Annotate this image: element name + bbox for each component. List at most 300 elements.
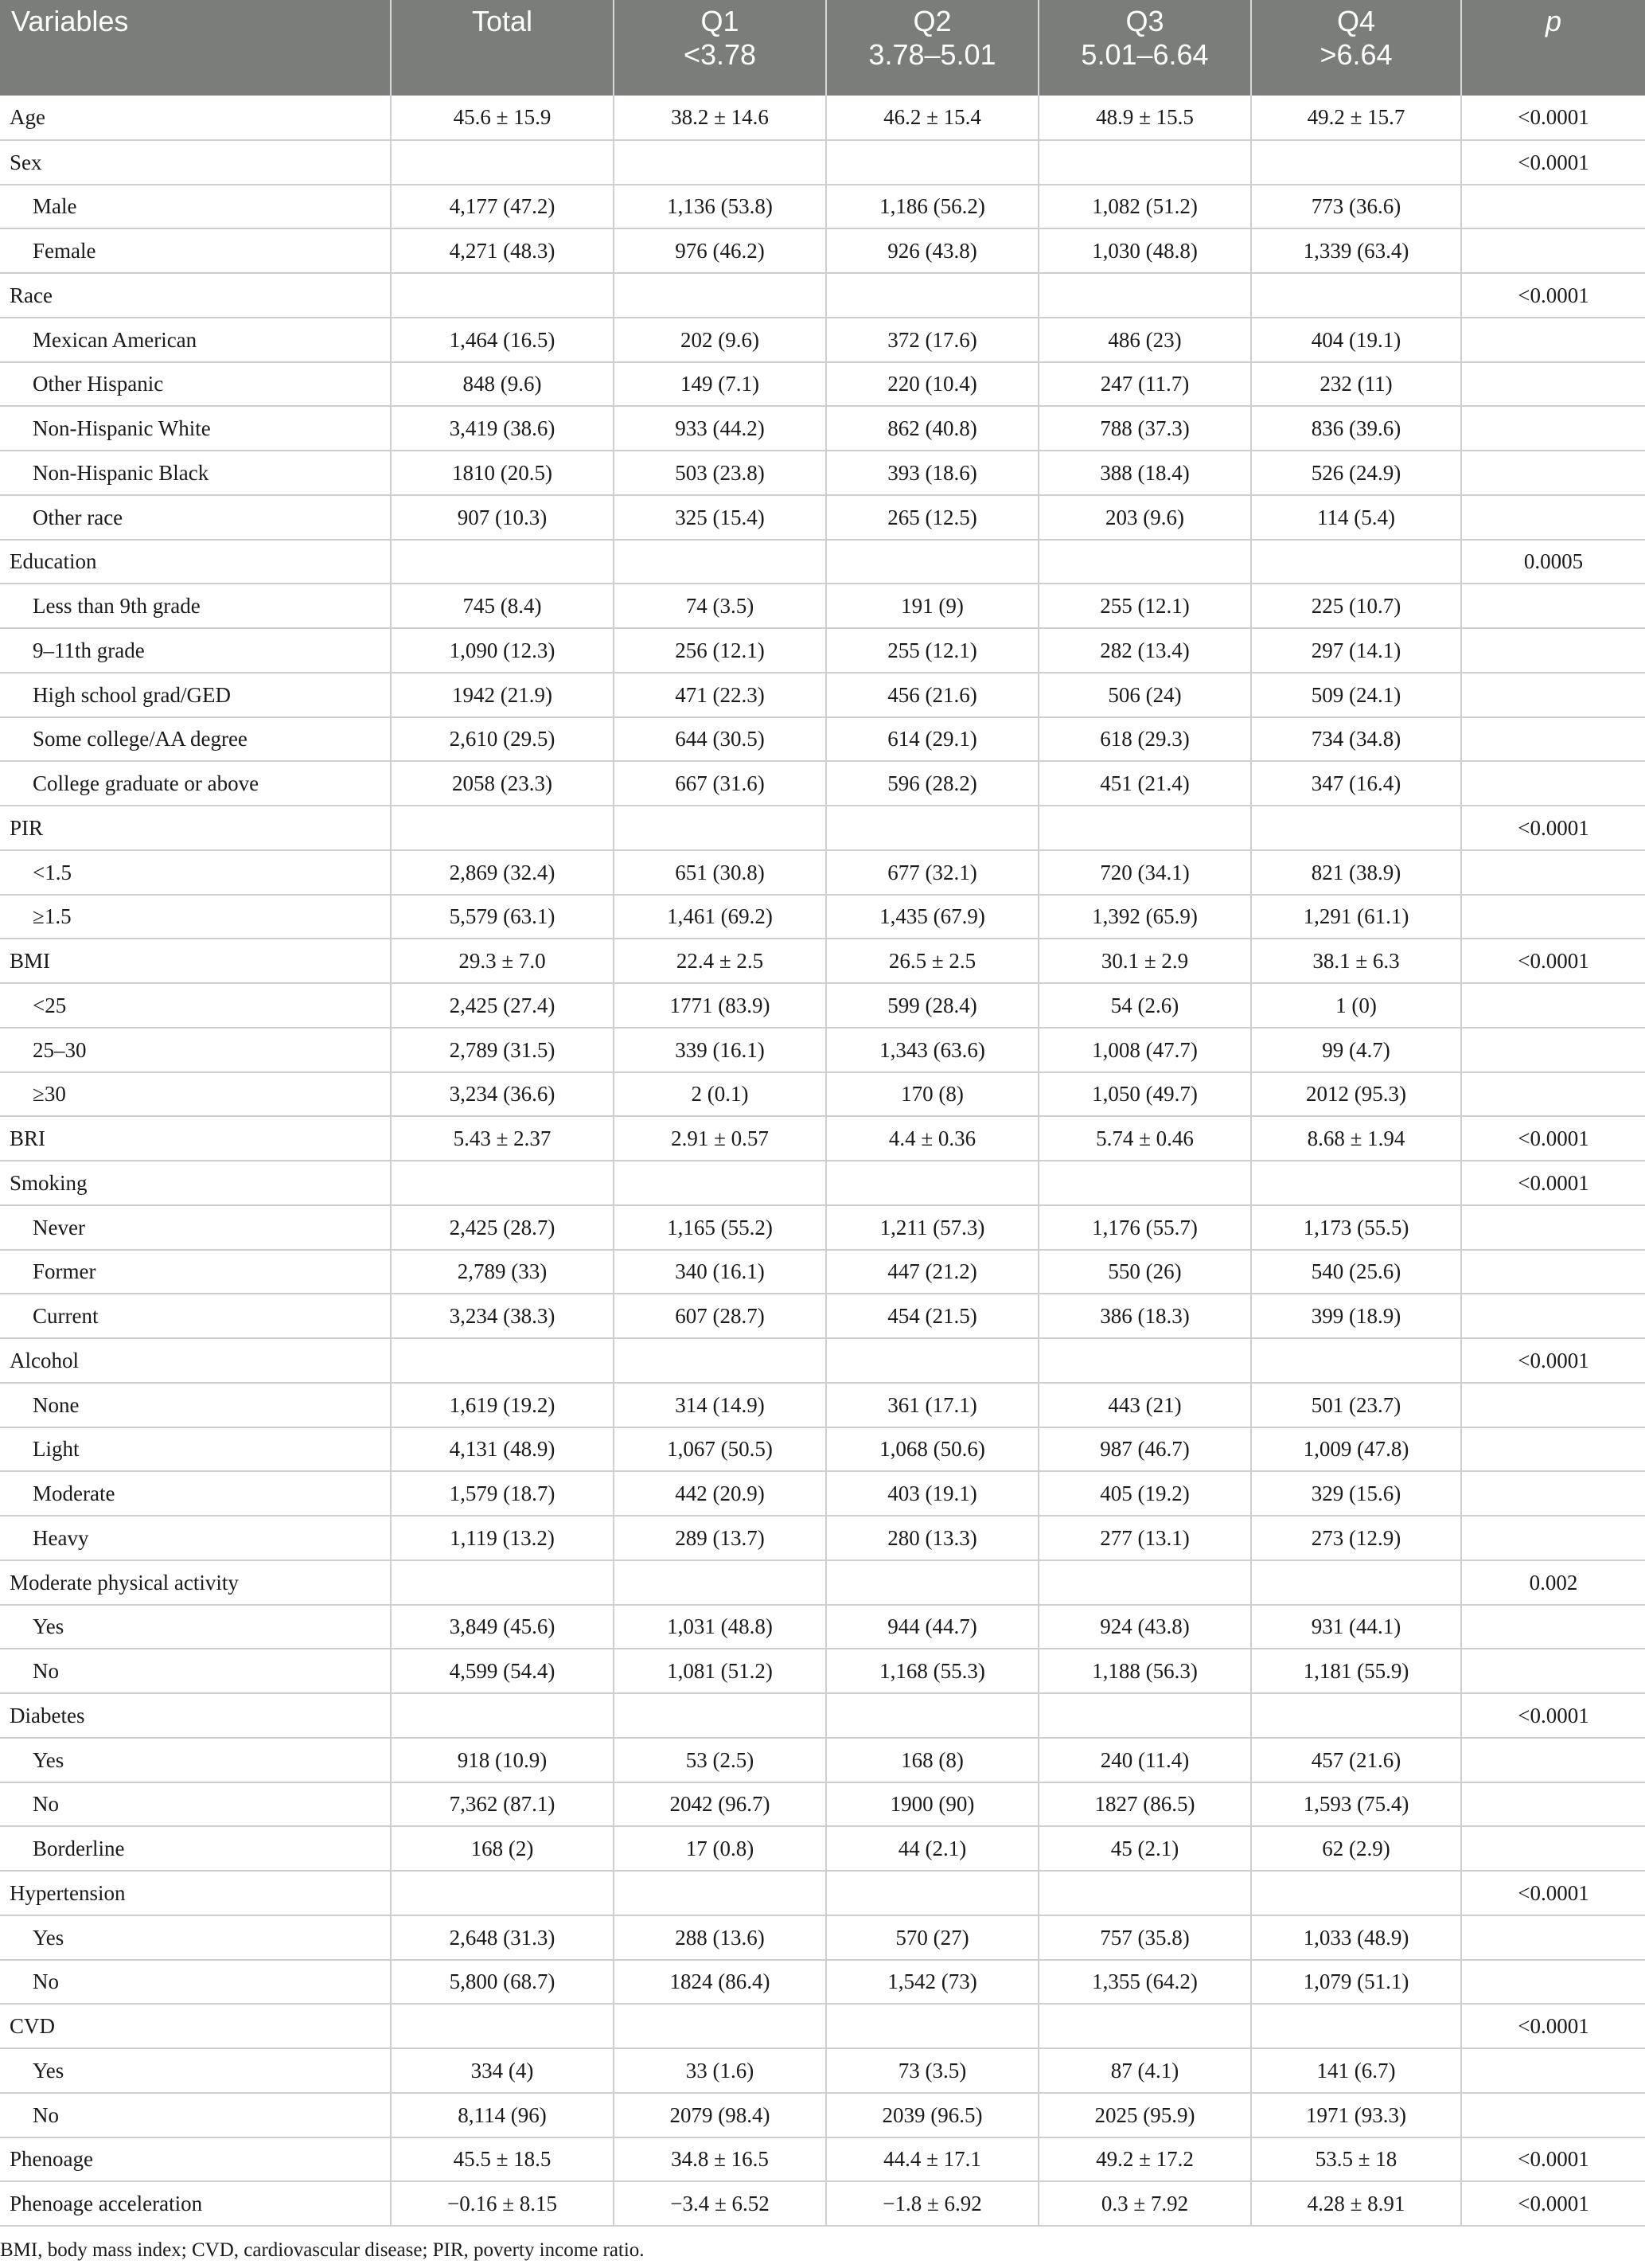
cell-q3: 506 (24): [1039, 673, 1251, 717]
cell-q3: 720 (34.1): [1039, 850, 1251, 895]
table-subrow: [0, 1782, 1645, 1827]
cell-q2: 570 (27): [826, 1915, 1039, 1960]
cell-q3: 240 (11.4): [1039, 1738, 1251, 1782]
table-subrow: [0, 362, 1645, 407]
cell-p-value: [1461, 1516, 1645, 1560]
cell-p-value: <0.0001: [1461, 2137, 1645, 2182]
cell-q2: 614 (29.1): [826, 717, 1039, 762]
cell-p-value: [1461, 1649, 1645, 1693]
cell-variable: Moderate: [0, 1471, 391, 1516]
cell-p-value: [1461, 850, 1645, 895]
cell-p-value: [1461, 1205, 1645, 1250]
table-subrow: [0, 1028, 1645, 1072]
cell-q2: 599 (28.4): [826, 983, 1039, 1028]
cell-variable: BRI: [0, 1116, 391, 1161]
cell-q4: 49.2 ± 15.7: [1251, 96, 1461, 140]
cell-total: [391, 1338, 614, 1383]
cell-total: 3,234 (38.3): [391, 1294, 614, 1338]
cell-total: 4,131 (48.9): [391, 1427, 614, 1472]
table-subrow: [0, 1383, 1645, 1427]
cell-q1: 288 (13.6): [614, 1915, 826, 1960]
cell-variable: Race: [0, 273, 391, 318]
cell-q1: 1,081 (51.2): [614, 1649, 826, 1693]
cell-q2: 265 (12.5): [826, 495, 1039, 540]
cell-p-value: [1461, 1960, 1645, 2005]
cell-q4: [1251, 540, 1461, 584]
header-q3: [1039, 0, 1251, 96]
cell-p-value: 0.0005: [1461, 540, 1645, 584]
cell-q4: 1,033 (48.9): [1251, 1915, 1461, 1960]
cell-q1: −3.4 ± 6.52: [614, 2181, 826, 2226]
cell-variable: Heavy: [0, 1516, 391, 1560]
cell-q3: 277 (13.1): [1039, 1516, 1251, 1560]
cell-q3: 788 (37.3): [1039, 406, 1251, 451]
header-q4-name: Q4: [1336, 5, 1376, 37]
cell-q2: −1.8 ± 6.92: [826, 2181, 1039, 2226]
cell-q4: 53.5 ± 18: [1251, 2137, 1461, 2182]
cell-q4: [1251, 1161, 1461, 1205]
cell-q2: [826, 1693, 1039, 1738]
cell-q1: [614, 806, 826, 850]
table-row: [0, 1161, 1645, 1205]
header-q2-name: Q2: [913, 5, 952, 37]
cell-p-value: <0.0001: [1461, 96, 1645, 140]
cell-q4: [1251, 2004, 1461, 2048]
cell-q1: 34.8 ± 16.5: [614, 2137, 826, 2182]
table-subrow: [0, 761, 1645, 806]
cell-variable: Non-Hispanic Black: [0, 451, 391, 495]
cell-q4: 836 (39.6): [1251, 406, 1461, 451]
cell-total: 7,362 (87.1): [391, 1782, 614, 1827]
cell-p-value: <0.0001: [1461, 1161, 1645, 1205]
cell-q4: 225 (10.7): [1251, 584, 1461, 628]
cell-q2: 403 (19.1): [826, 1471, 1039, 1516]
cell-q4: 99 (4.7): [1251, 1028, 1461, 1072]
table-subrow: [0, 2048, 1645, 2093]
cell-total: 907 (10.3): [391, 495, 614, 540]
cell-q2: 1,186 (56.2): [826, 185, 1039, 229]
cell-q3: 49.2 ± 17.2: [1039, 2137, 1251, 2182]
cell-q2: [826, 1161, 1039, 1205]
cell-variable: None: [0, 1383, 391, 1427]
cell-variable: Mexican American: [0, 318, 391, 362]
cell-variable: <25: [0, 983, 391, 1028]
cell-variable: Moderate physical activity: [0, 1560, 391, 1605]
cell-p-value: [1461, 1427, 1645, 1472]
cell-total: 1,619 (19.2): [391, 1383, 614, 1427]
cell-q2: 170 (8): [826, 1072, 1039, 1117]
cell-q4: [1251, 1693, 1461, 1738]
cell-variable: Other Hispanic: [0, 362, 391, 407]
cell-q4: 1,181 (55.9): [1251, 1649, 1461, 1693]
table-body: [0, 96, 1645, 2226]
table-subrow: [0, 1205, 1645, 1250]
cell-q3: 451 (21.4): [1039, 761, 1251, 806]
cell-p-value: <0.0001: [1461, 273, 1645, 318]
cell-total: 2,789 (31.5): [391, 1028, 614, 1072]
cell-q3: 1,082 (51.2): [1039, 185, 1251, 229]
cell-q2: 2039 (96.5): [826, 2093, 1039, 2137]
header-total-label: Total: [471, 5, 533, 37]
cell-p-value: [1461, 1250, 1645, 1294]
cell-p-value: [1461, 1294, 1645, 1338]
table-subrow: [0, 673, 1645, 717]
cell-total: 1942 (21.9): [391, 673, 614, 717]
cell-total: 1810 (20.5): [391, 451, 614, 495]
cell-q3: 1,392 (65.9): [1039, 895, 1251, 939]
cell-total: [391, 540, 614, 584]
cell-q2: [826, 540, 1039, 584]
cell-total: 29.3 ± 7.0: [391, 939, 614, 983]
table-row: [0, 273, 1645, 318]
cell-variable: High school grad/GED: [0, 673, 391, 717]
cell-q1: 442 (20.9): [614, 1471, 826, 1516]
cell-q2: 191 (9): [826, 584, 1039, 628]
cell-q4: 2012 (95.3): [1251, 1072, 1461, 1117]
cell-q1: 471 (22.3): [614, 673, 826, 717]
cell-q2: 168 (8): [826, 1738, 1039, 1782]
cell-q4: 347 (16.4): [1251, 761, 1461, 806]
cell-q3: 30.1 ± 2.9: [1039, 939, 1251, 983]
table-subrow: [0, 495, 1645, 540]
cell-q1: 33 (1.6): [614, 2048, 826, 2093]
cell-q2: 1,343 (63.6): [826, 1028, 1039, 1072]
cell-q2: 372 (17.6): [826, 318, 1039, 362]
cell-total: 3,849 (45.6): [391, 1605, 614, 1649]
header-q4: [1251, 0, 1461, 96]
table-subrow: [0, 228, 1645, 273]
cell-q1: [614, 273, 826, 318]
table-row: [0, 140, 1645, 185]
cell-variable: Light: [0, 1427, 391, 1472]
cell-total: [391, 806, 614, 850]
cell-variable: No: [0, 1960, 391, 2005]
cell-q4: [1251, 1871, 1461, 1915]
cell-p-value: [1461, 1782, 1645, 1827]
table-subrow: [0, 1738, 1645, 1782]
header-q3-name: Q3: [1125, 5, 1164, 37]
cell-q1: 1824 (86.4): [614, 1960, 826, 2005]
cell-q1: [614, 1560, 826, 1605]
cell-q4: 1971 (93.3): [1251, 2093, 1461, 2137]
cell-p-value: [1461, 761, 1645, 806]
table-subrow: [0, 1471, 1645, 1516]
cell-q1: 1,136 (53.8): [614, 185, 826, 229]
cell-q2: 220 (10.4): [826, 362, 1039, 407]
header-variables: [0, 0, 391, 96]
cell-variable: Non-Hispanic White: [0, 406, 391, 451]
table-row: [0, 540, 1645, 584]
cell-q3: 618 (29.3): [1039, 717, 1251, 762]
cell-p-value: [1461, 228, 1645, 273]
cell-q1: [614, 140, 826, 185]
cell-q1: 202 (9.6): [614, 318, 826, 362]
cell-q4: 1,079 (51.1): [1251, 1960, 1461, 2005]
cell-total: 5,579 (63.1): [391, 895, 614, 939]
cell-total: [391, 2004, 614, 2048]
cell-total: 1,579 (18.7): [391, 1471, 614, 1516]
cell-q3: 48.9 ± 15.5: [1039, 96, 1251, 140]
cell-variable: CVD: [0, 2004, 391, 2048]
cell-q4: [1251, 806, 1461, 850]
cell-q2: [826, 806, 1039, 850]
cell-q2: 46.2 ± 15.4: [826, 96, 1039, 140]
cell-q1: 651 (30.8): [614, 850, 826, 895]
header-q3-range: 5.01–6.64: [1081, 38, 1209, 71]
cell-q4: 526 (24.9): [1251, 451, 1461, 495]
cell-total: [391, 273, 614, 318]
cell-total: 2058 (23.3): [391, 761, 614, 806]
cell-total: 45.6 ± 15.9: [391, 96, 614, 140]
cell-total: 1,464 (16.5): [391, 318, 614, 362]
cell-p-value: <0.0001: [1461, 939, 1645, 983]
table-subrow: [0, 1294, 1645, 1338]
cell-q4: 141 (6.7): [1251, 2048, 1461, 2093]
cell-q2: [826, 273, 1039, 318]
header-p-value: [1461, 0, 1645, 96]
cell-p-value: [1461, 1915, 1645, 1960]
table-subrow: [0, 318, 1645, 362]
cell-p-value: [1461, 406, 1645, 451]
cell-q4: 297 (14.1): [1251, 628, 1461, 673]
cell-q3: 203 (9.6): [1039, 495, 1251, 540]
table-subrow: [0, 406, 1645, 451]
header-row: [0, 0, 1645, 96]
cell-q1: [614, 2004, 826, 2048]
cell-q3: 1,030 (48.8): [1039, 228, 1251, 273]
cell-variable: Phenoage: [0, 2137, 391, 2182]
table-subrow: [0, 185, 1645, 229]
cell-q1: 933 (44.2): [614, 406, 826, 451]
cell-total: 5,800 (68.7): [391, 1960, 614, 2005]
table-subrow: [0, 1250, 1645, 1294]
cell-p-value: [1461, 1605, 1645, 1649]
cell-variable: Sex: [0, 140, 391, 185]
table-row: [0, 1116, 1645, 1161]
cell-q3: [1039, 1693, 1251, 1738]
cell-q3: 405 (19.2): [1039, 1471, 1251, 1516]
cell-q2: 280 (13.3): [826, 1516, 1039, 1560]
cell-total: 2,425 (28.7): [391, 1205, 614, 1250]
cell-q1: 53 (2.5): [614, 1738, 826, 1782]
cell-q4: [1251, 273, 1461, 318]
cell-q4: 457 (21.6): [1251, 1738, 1461, 1782]
cell-variable: Yes: [0, 1605, 391, 1649]
cell-total: [391, 1871, 614, 1915]
table-footnote: BMI, body mass index; CVD, cardiovascular disease; PIR, poverty income ratio.: [0, 2239, 645, 2261]
cell-q2: [826, 1560, 1039, 1605]
cell-q1: 667 (31.6): [614, 761, 826, 806]
cell-q2: 1900 (90): [826, 1782, 1039, 1827]
table-subrow: [0, 2093, 1645, 2137]
cell-p-value: [1461, 983, 1645, 1028]
cell-total: 2,789 (33): [391, 1250, 614, 1294]
cell-p-value: [1461, 1072, 1645, 1117]
cell-p-value: [1461, 495, 1645, 540]
cell-q3: 54 (2.6): [1039, 983, 1251, 1028]
cell-variable: Smoking: [0, 1161, 391, 1205]
table-subrow: [0, 983, 1645, 1028]
cell-q1: 340 (16.1): [614, 1250, 826, 1294]
cell-q2: 393 (18.6): [826, 451, 1039, 495]
header-variables-label: Variables: [11, 5, 129, 37]
cell-q2: 1,542 (73): [826, 1960, 1039, 2005]
table-row: [0, 2137, 1645, 2182]
cell-q2: [826, 1871, 1039, 1915]
table-header: [0, 0, 1645, 96]
cell-q1: 1,165 (55.2): [614, 1205, 826, 1250]
cell-variable: Yes: [0, 2048, 391, 2093]
cell-total: 2,869 (32.4): [391, 850, 614, 895]
cell-q3: [1039, 540, 1251, 584]
cell-p-value: [1461, 717, 1645, 762]
cell-variable: No: [0, 1782, 391, 1827]
cell-total: 8,114 (96): [391, 2093, 614, 2137]
cell-variable: Some college/AA degree: [0, 717, 391, 762]
cell-p-value: <0.0001: [1461, 1338, 1645, 1383]
table-subrow: [0, 451, 1645, 495]
cell-total: 4,177 (47.2): [391, 185, 614, 229]
table-subrow: [0, 1649, 1645, 1693]
cell-total: 1,090 (12.3): [391, 628, 614, 673]
cell-q2: 596 (28.2): [826, 761, 1039, 806]
cell-variable: <1.5: [0, 850, 391, 895]
cell-variable: ≥30: [0, 1072, 391, 1117]
cell-q2: 862 (40.8): [826, 406, 1039, 451]
cell-q3: 1,188 (56.3): [1039, 1649, 1251, 1693]
cell-q4: 4.28 ± 8.91: [1251, 2181, 1461, 2226]
cell-q1: 1,461 (69.2): [614, 895, 826, 939]
cell-q2: 447 (21.2): [826, 1250, 1039, 1294]
cell-q4: 1,173 (55.5): [1251, 1205, 1461, 1250]
cell-q2: 1,211 (57.3): [826, 1205, 1039, 1250]
cell-q1: 503 (23.8): [614, 451, 826, 495]
cell-q4: 1 (0): [1251, 983, 1461, 1028]
cell-p-value: [1461, 185, 1645, 229]
cell-p-value: [1461, 318, 1645, 362]
cell-variable: Diabetes: [0, 1693, 391, 1738]
cell-q1: 38.2 ± 14.6: [614, 96, 826, 140]
cell-q3: 45 (2.1): [1039, 1826, 1251, 1871]
cell-variable: Yes: [0, 1738, 391, 1782]
table-row: [0, 2181, 1645, 2226]
cell-total: 2,610 (29.5): [391, 717, 614, 762]
cell-q3: 386 (18.3): [1039, 1294, 1251, 1338]
cell-p-value: <0.0001: [1461, 1871, 1645, 1915]
cell-total: 334 (4): [391, 2048, 614, 2093]
cell-p-value: [1461, 1738, 1645, 1782]
cell-q4: 1,291 (61.1): [1251, 895, 1461, 939]
header-p-label: p: [1545, 5, 1562, 37]
cell-q4: 62 (2.9): [1251, 1826, 1461, 1871]
cell-q3: [1039, 140, 1251, 185]
cell-q4: 821 (38.9): [1251, 850, 1461, 895]
cell-q3: [1039, 2004, 1251, 2048]
cell-p-value: [1461, 1383, 1645, 1427]
cell-q3: 757 (35.8): [1039, 1915, 1251, 1960]
cell-p-value: [1461, 451, 1645, 495]
cell-total: [391, 1693, 614, 1738]
cell-q3: 5.74 ± 0.46: [1039, 1116, 1251, 1161]
cell-q4: 931 (44.1): [1251, 1605, 1461, 1649]
cell-p-value: <0.0001: [1461, 2181, 1645, 2226]
cell-q4: 1,009 (47.8): [1251, 1427, 1461, 1472]
cell-variable: BMI: [0, 939, 391, 983]
cell-q1: 2079 (98.4): [614, 2093, 826, 2137]
cell-q3: 2025 (95.9): [1039, 2093, 1251, 2137]
cell-total: 918 (10.9): [391, 1738, 614, 1782]
cell-variable: Male: [0, 185, 391, 229]
cell-p-value: <0.0001: [1461, 1116, 1645, 1161]
cell-q1: 22.4 ± 2.5: [614, 939, 826, 983]
table-subrow: [0, 895, 1645, 939]
cell-total: 745 (8.4): [391, 584, 614, 628]
cell-q4: 232 (11): [1251, 362, 1461, 407]
cell-variable: 25–30: [0, 1028, 391, 1072]
cell-q3: 987 (46.7): [1039, 1427, 1251, 1472]
cell-q1: 2 (0.1): [614, 1072, 826, 1117]
cell-q4: 773 (36.6): [1251, 185, 1461, 229]
table-row: [0, 1560, 1645, 1605]
cell-q1: 2042 (96.7): [614, 1782, 826, 1827]
cell-q3: 1,355 (64.2): [1039, 1960, 1251, 2005]
cell-q4: [1251, 140, 1461, 185]
cell-q3: 443 (21): [1039, 1383, 1251, 1427]
cell-q4: 273 (12.9): [1251, 1516, 1461, 1560]
cell-p-value: [1461, 1028, 1645, 1072]
cell-variable: Phenoage acceleration: [0, 2181, 391, 2226]
table-row: [0, 1871, 1645, 1915]
table-subrow: [0, 1826, 1645, 1871]
cell-q3: 247 (11.7): [1039, 362, 1251, 407]
table-subrow: [0, 1960, 1645, 2005]
cell-q4: [1251, 1338, 1461, 1383]
cell-total: 168 (2): [391, 1826, 614, 1871]
cell-q2: 4.4 ± 0.36: [826, 1116, 1039, 1161]
cell-p-value: [1461, 895, 1645, 939]
cell-p-value: [1461, 673, 1645, 717]
cell-q1: 289 (13.7): [614, 1516, 826, 1560]
cell-q3: 1827 (86.5): [1039, 1782, 1251, 1827]
cell-q3: 550 (26): [1039, 1250, 1251, 1294]
table-subrow: [0, 1915, 1645, 1960]
cell-q2: 26.5 ± 2.5: [826, 939, 1039, 983]
table-subrow: [0, 628, 1645, 673]
cell-variable: No: [0, 2093, 391, 2137]
cell-p-value: [1461, 2048, 1645, 2093]
cell-q4: [1251, 1560, 1461, 1605]
cell-q2: 456 (21.6): [826, 673, 1039, 717]
cell-variable: Never: [0, 1205, 391, 1250]
cell-variable: College graduate or above: [0, 761, 391, 806]
cell-p-value: <0.0001: [1461, 806, 1645, 850]
cell-q2: 44 (2.1): [826, 1826, 1039, 1871]
cell-q2: 944 (44.7): [826, 1605, 1039, 1649]
cell-q2: 73 (3.5): [826, 2048, 1039, 2093]
cell-q2: 1,435 (67.9): [826, 895, 1039, 939]
cell-q1: 976 (46.2): [614, 228, 826, 273]
cell-q2: [826, 2004, 1039, 2048]
table-subrow: [0, 717, 1645, 762]
cell-total: 3,234 (36.6): [391, 1072, 614, 1117]
cell-total: [391, 1161, 614, 1205]
cell-q4: 734 (34.8): [1251, 717, 1461, 762]
table-row: [0, 96, 1645, 140]
cell-total: 3,419 (38.6): [391, 406, 614, 451]
cell-p-value: <0.0001: [1461, 2004, 1645, 2048]
cell-q1: 1771 (83.9): [614, 983, 826, 1028]
cell-q1: 1,067 (50.5): [614, 1427, 826, 1472]
